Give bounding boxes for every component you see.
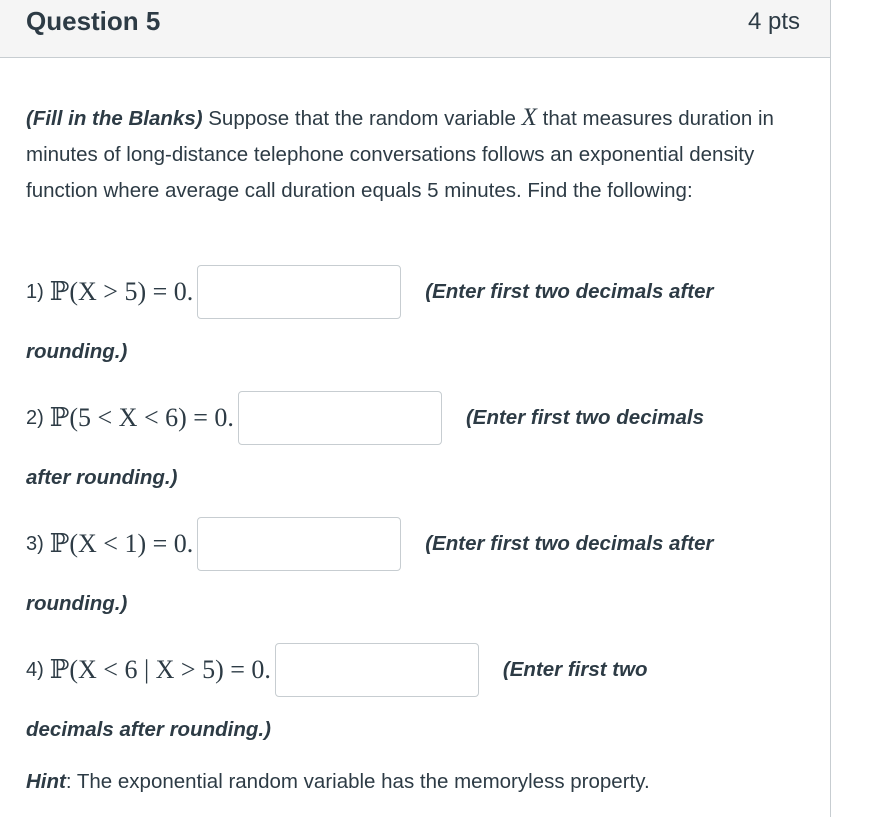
question-points: 4 pts (747, 8, 800, 35)
probability-expression: ℙ(5 < X < 6) = 0. (49, 403, 234, 432)
blank-row-3 (26, 516, 714, 572)
question-title: Question 5 (26, 6, 161, 36)
item-number: 1) (26, 280, 44, 303)
probability-expression: ℙ(X < 6 | X > 5) = 0. (49, 655, 271, 684)
instruction-note: (Enter first two (502, 658, 648, 681)
answer-input-4[interactable] (275, 643, 479, 697)
hint-text (26, 770, 650, 794)
item-number: 4) (26, 658, 44, 681)
answer-input-3[interactable] (197, 517, 401, 571)
question-body (26, 100, 806, 209)
intro-lead: (Fill in the Blanks) (26, 107, 203, 130)
intro-variable: X (521, 104, 537, 131)
blank-row-4 (26, 642, 648, 698)
instruction-note: (Enter first two decimals (465, 406, 705, 429)
instruction-continuation: decimals after rounding.) (26, 718, 271, 741)
blank-row-1 (26, 264, 714, 320)
hint-body: : The exponential random variable has the memoryless property. (65, 770, 650, 793)
item-number: 2) (26, 406, 44, 429)
instruction-continuation: after rounding.) (26, 466, 178, 489)
intro-text-2: that measures duration in minutes of long-distance telephone conversations follows an exponential density function where average call duration equals 5 minutes. Find the following: (26, 107, 774, 202)
instruction-note: (Enter first two decimals after (425, 280, 714, 303)
item-number: 3) (26, 532, 44, 555)
hint-label: Hint (26, 770, 66, 793)
question-header (0, 0, 830, 58)
blank-row-2 (26, 390, 704, 446)
instruction-continuation: rounding.) (26, 340, 128, 363)
intro-text-1: Suppose that the random variable (202, 107, 522, 130)
answer-input-1[interactable] (197, 265, 401, 319)
instruction-continuation: rounding.) (26, 592, 128, 615)
answer-input-2[interactable] (238, 391, 442, 445)
question-intro (26, 100, 806, 209)
instruction-note: (Enter first two decimals after (425, 532, 714, 555)
probability-expression: ℙ(X > 5) = 0. (49, 277, 194, 306)
probability-expression: ℙ(X < 1) = 0. (49, 529, 194, 558)
